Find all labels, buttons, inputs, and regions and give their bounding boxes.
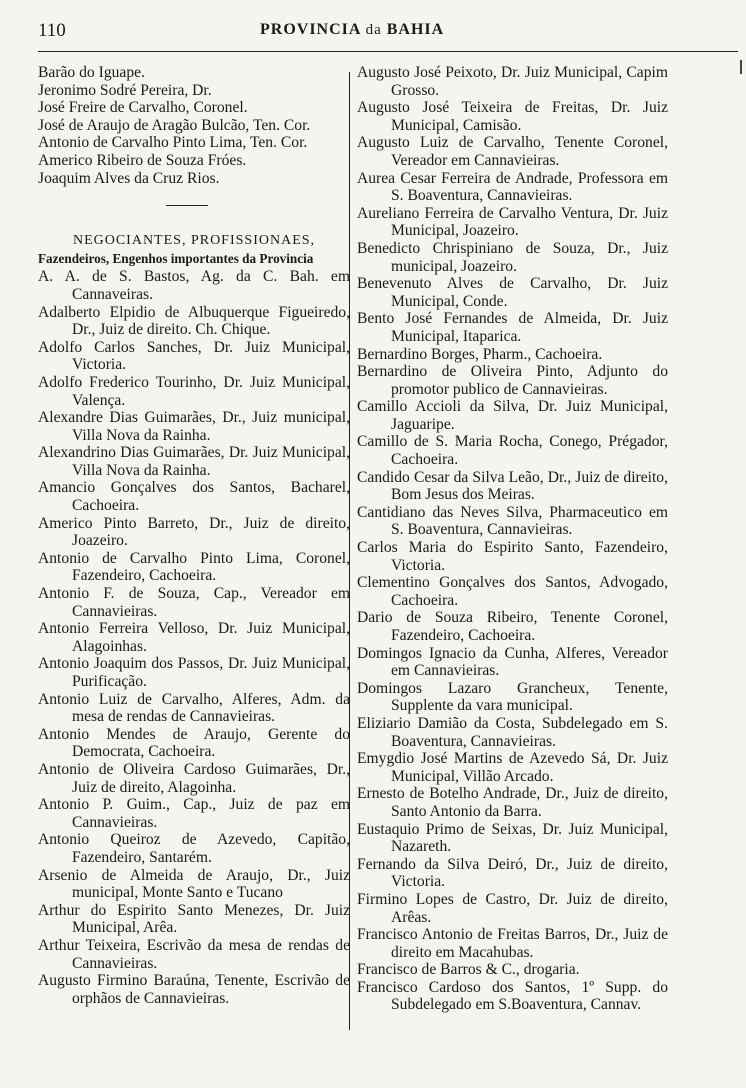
- list-entry: Fernando da Silva Deiró, Dr., Juiz de direito, Victoria.: [357, 855, 668, 891]
- left-column: [38, 64, 350, 1007]
- title-de: da: [365, 22, 382, 38]
- list-entry: Candido Cesar da Silva Leão, Dr., Juiz de direito, Bom Jesus dos Meiras.: [357, 468, 668, 504]
- title-place: BAHIA: [386, 21, 445, 38]
- list-entry: Aureliano Ferreira de Carvalho Ventura, Dr. Juiz Municipal, Joazeiro.: [357, 204, 668, 240]
- list-entry: Benevenuto Alves de Carvalho, Dr. Juiz Municipal, Conde.: [357, 275, 668, 310]
- list-entry: Clementino Gonçalves dos Santos, Advogado, Cachoeira.: [357, 574, 668, 609]
- list-entry: Augusto José Teixeira de Freitas, Dr. Juiz Municipal, Camisão.: [357, 99, 668, 134]
- list-entry: Francisco de Barros & C., drogaria.: [357, 961, 580, 979]
- list-entry: Antonio P. Guim., Cap., Juiz de paz em Cannavieiras.: [38, 796, 350, 831]
- list-entry: Antonio de Carvalho Pinto Lima, Ten. Cor.: [38, 134, 308, 152]
- list-entry: Eliziario Damião da Costa, Subdelegado em S. Boaventura, Cannavieiras.: [357, 714, 668, 750]
- list-entry: Camillo Accioli da Silva, Dr. Juiz Municipal, Jaguaripe.: [357, 398, 668, 433]
- list-entry: Francisco Cardoso dos Santos, 1º Supp. do Subdelegado em S.Boaventura, Cannav.: [357, 978, 668, 1014]
- list-entry: Ernesto de Botelho Andrade, Dr., Juiz de direito, Santo Antonio da Barra.: [357, 785, 668, 820]
- list-entry: Benedicto Chrispiniano de Souza, Dr., Juiz municipal, Joazeiro.: [357, 239, 668, 275]
- list-entry: Antonio Mendes de Araujo, Gerente do Democrata, Cachoeira.: [38, 725, 350, 761]
- section-title: NEGOCIANTES, PROFISSIONAES,: [72, 233, 316, 249]
- list-entry: Domingos Ignacio da Cunha, Alferes, Vereador em Cannavieiras.: [357, 644, 668, 680]
- page-title: [260, 21, 444, 39]
- list-entry: Amancio Gonçalves dos Santos, Bacharel, Cachoeira.: [38, 479, 350, 515]
- list-entry: Arthur do Espirito Santo Menezes, Dr. Juiz Municipal, Arêa.: [38, 901, 350, 937]
- list-entry: Adolfo Frederico Tourinho, Dr. Juiz Municipal, Valença.: [38, 373, 350, 409]
- section-subtitle: Fazendeiros, Engenhos importantes da Provincia: [38, 250, 314, 266]
- left-entry-list: [38, 268, 350, 1007]
- list-entry: Cantidiano das Neves Silva, Pharmaceutico em S. Boaventura, Cannavieiras.: [357, 503, 668, 539]
- list-entry: Bernardino de Oliveira Pinto, Adjunto do promotor publico de Cannavieiras.: [357, 363, 668, 398]
- list-entry: Americo Pinto Barreto, Dr., Juiz de direito, Joazeiro.: [38, 514, 350, 550]
- list-entry: Emygdio José Martins de Azevedo Sá, Dr. Juiz Municipal, Villão Arcado.: [357, 750, 668, 785]
- list-entry: Firmino Lopes de Castro, Dr. Juiz de direito, Arêas.: [357, 890, 668, 926]
- list-entry: Antonio de Oliveira Cardoso Guimarães, Dr., Juiz de direito, Alagoinha.: [38, 760, 350, 796]
- list-entry: Alexandrino Dias Guimarães, Dr. Juiz Municipal, Villa Nova da Rainha.: [38, 444, 350, 479]
- list-entry: Arthur Teixeira, Escrivão da mesa de rendas de Cannavieiras.: [38, 936, 350, 972]
- list-entry: Arsenio de Almeida de Araujo, Dr., Juiz municipal, Monte Santo e Tucano: [38, 866, 350, 902]
- list-entry: Barão do Iguape.: [38, 64, 145, 81]
- margin-mark: [740, 60, 742, 74]
- right-entry-list: [357, 64, 668, 1014]
- list-entry: Francisco Antonio de Freitas Barros, Dr., Juiz de direito em Macahubas.: [357, 926, 668, 961]
- title-main: PROVINCIA: [260, 21, 361, 38]
- list-entry: Joaquim Alves da Cruz Rios.: [38, 169, 220, 187]
- list-entry: Domingos Lazaro Grancheux, Tenente, Supplente da vara municipal.: [357, 679, 668, 715]
- list-entry: Camillo de S. Maria Rocha, Conego, Prégador, Cachoeira.: [357, 433, 668, 469]
- name-list: [38, 64, 350, 187]
- list-entry: Antonio Joaquim dos Passos, Dr. Juiz Municipal, Purificação.: [38, 655, 350, 690]
- header-rule: [38, 51, 738, 52]
- list-entry: A. A. de S. Bastos, Ag. da C. Bah. em Cannaveiras.: [38, 268, 350, 303]
- list-entry: José de Araujo de Aragão Bulcão, Ten. Cor.: [38, 116, 311, 134]
- list-entry: Antonio Luiz de Carvalho, Alferes, Adm. da mesa de rendas de Cannavieiras.: [38, 690, 350, 726]
- list-entry: Adalberto Elpidio de Albuquerque Figueiredo, Dr., Juiz de direito. Ch. Chique.: [38, 303, 350, 339]
- list-entry: Aurea Cesar Ferreira de Andrade, Professora em S. Boaventura, Cannavieiras.: [357, 169, 668, 205]
- list-entry: Augusto Luiz de Carvalho, Tenente Coronel, Vereador em Cannavieiras.: [357, 134, 668, 169]
- list-entry: Antonio Ferreira Velloso, Dr. Juiz Municipal, Alagoinhas.: [38, 620, 350, 655]
- page-header: [0, 0, 746, 60]
- list-entry: Augusto José Peixoto, Dr. Juiz Municipal, Capim Grosso.: [357, 64, 668, 99]
- list-entry: Alexandre Dias Guimarães, Dr., Juiz municipal, Villa Nova da Rainha.: [38, 409, 350, 444]
- list-entry: Eustaquio Primo de Seixas, Dr. Juiz Municipal, Nazareth.: [357, 820, 668, 856]
- list-entry: Americo Ribeiro de Souza Fróes.: [38, 151, 247, 169]
- list-entry: Dario de Souza Ribeiro, Tenente Coronel, Fazendeiro, Cachoeira.: [357, 609, 668, 644]
- list-entry: Antonio de Carvalho Pinto Lima, Coronel, Fazendeiro, Cachoeira.: [38, 549, 350, 585]
- section-separator: [166, 205, 208, 206]
- list-entry: Bento José Fernandes de Almeida, Dr. Juiz Municipal, Itaparica.: [357, 310, 668, 345]
- list-entry: Adolfo Carlos Sanches, Dr. Juiz Municipal, Victoria.: [38, 338, 350, 374]
- list-entry: Bernardino Borges, Pharm., Cachoeira.: [357, 345, 603, 363]
- list-entry: Antonio F. de Souza, Cap., Vereador em Cannavieiras.: [38, 585, 350, 620]
- page-number: 110: [38, 20, 66, 41]
- list-entry: Antonio Queiroz de Azevedo, Capitão, Fazendeiro, Santarém.: [38, 831, 350, 866]
- list-entry: José Freire de Carvalho, Coronel.: [38, 99, 248, 117]
- list-entry: Carlos Maria do Espirito Santo, Fazendeiro, Victoria.: [357, 539, 668, 574]
- list-entry: Jeronimo Sodré Pereira, Dr.: [38, 81, 212, 99]
- list-entry: Augusto Firmino Baraúna, Tenente, Escrivão de orphãos de Cannavieiras.: [38, 972, 350, 1007]
- right-column: [357, 64, 668, 1014]
